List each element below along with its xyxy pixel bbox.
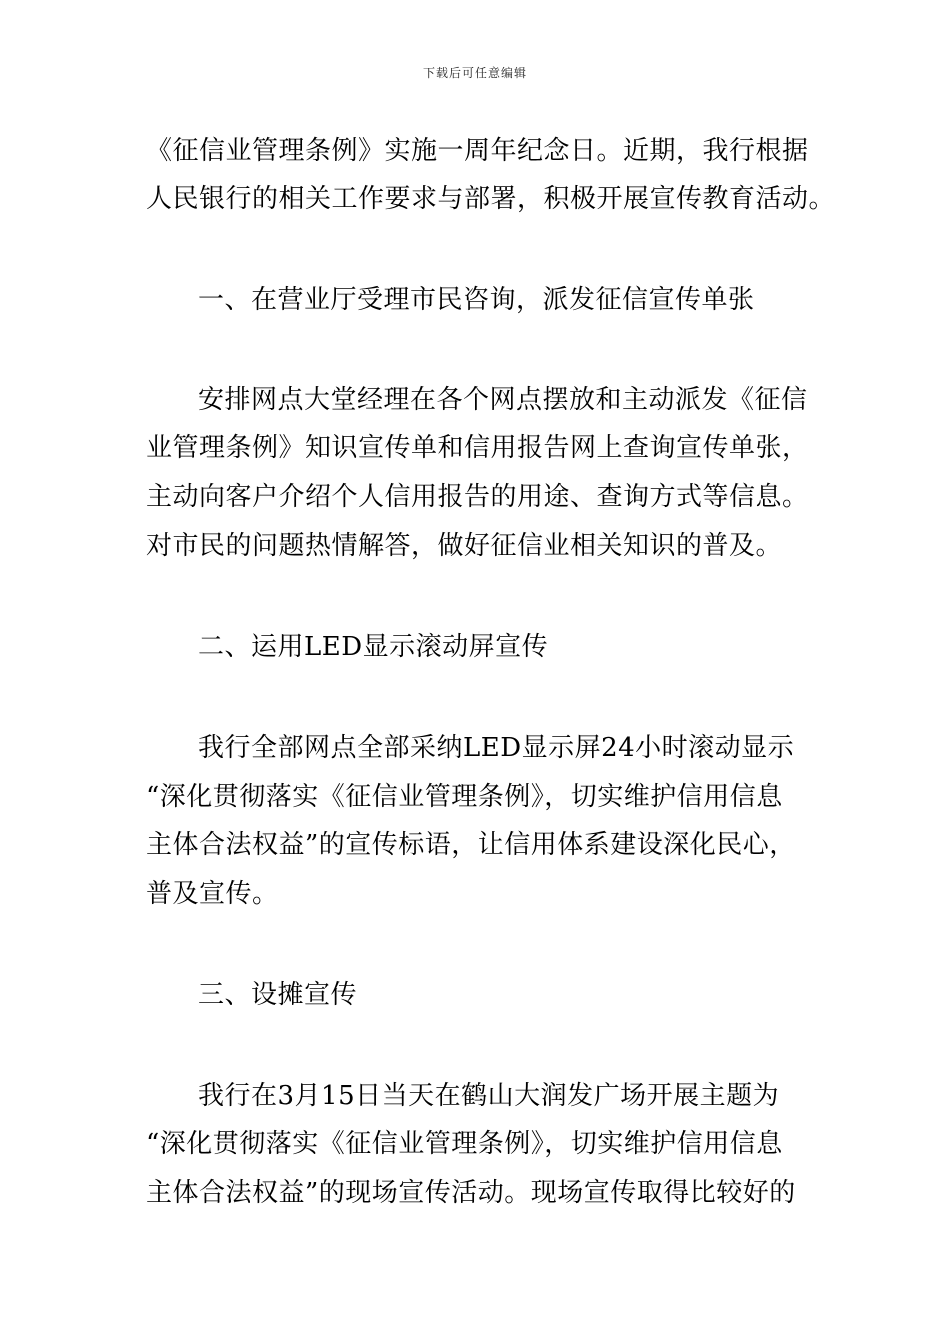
section-1-heading: 一、在营业厅受理市民咨询，派发征信宣传单张 [198, 285, 755, 315]
section-1-line-1: 安排网点大堂经理在各个网点摆放和主动派发《征信 [198, 385, 808, 415]
section-3-line-1: 我行在3月15日当天在鹤山大润发广场开展主题为 [198, 1081, 780, 1111]
section-2-line-3: 主体合法权益”的宣传标语，让信用体系建设深化民心， [146, 830, 796, 860]
section-3-line-2: “深化贯彻落实《征信业管理条例》，切实维护信用信息 [146, 1129, 783, 1159]
page-header: 下载后可任意编辑 [422, 66, 527, 80]
section-2-line-2: “深化贯彻落实《征信业管理条例》，切实维护信用信息 [146, 782, 783, 812]
section-2-line-1: 我行全部网点全部采纳LED显示屏24小时滚动显示 [198, 733, 795, 763]
section-2-line-4: 普及宣传。 [146, 879, 279, 909]
section-2-heading: 二、运用LED显示滚动屏宣传 [198, 632, 549, 662]
section-1-line-3: 主动向客户介绍个人信用报告的用途、查询方式等信息。 [146, 482, 809, 512]
intro-line-1: 《征信业管理条例》实施一周年纪念日。近期，我行根据 [146, 136, 809, 166]
section-1-line-4: 对市民的问题热情解答，做好征信业相关知识的普及。 [146, 531, 783, 561]
section-1-line-2: 业管理条例》知识宣传单和信用报告网上查询宣传单张， [146, 433, 809, 463]
intro-line-2: 人民银行的相关工作要求与部署，积极开展宣传教育活动。 [146, 184, 836, 214]
section-3-line-3: 主体合法权益”的现场宣传活动。现场宣传取得比较好的 [146, 1178, 796, 1208]
section-3-heading: 三、设摊宣传 [198, 980, 358, 1010]
